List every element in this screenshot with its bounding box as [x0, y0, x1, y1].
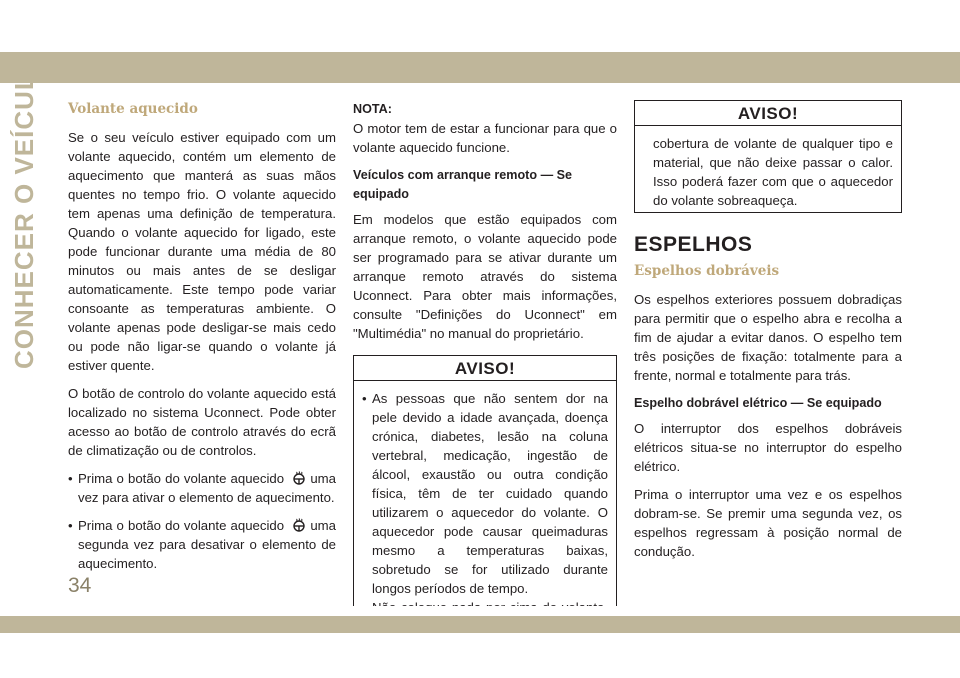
heading-volante-aquecido: Volante aquecido	[68, 101, 198, 117]
subheading-espelho-eletrico: Espelho dobrável elétrico — Se equipado	[634, 396, 882, 410]
warning-box-1	[353, 355, 617, 639]
bottom-footer-band	[0, 606, 960, 678]
heated-steering-wheel-icon	[292, 518, 306, 532]
heading-espelhos-dobraveis: Espelhos dobráveis	[634, 263, 780, 279]
heated-steering-wheel-icon	[292, 471, 306, 485]
paragraph-espelhos-intro: Os espelhos exteriores possuem dobradiças para permitir que o espelho abra e recolha a fim de ajudar a evitar danos. O espelho tem três posições de fixação: totalmente para a frente, normal e totalmente para trás.	[634, 292, 902, 383]
top-header-bar	[0, 52, 960, 83]
subheading-arranque-remoto: Veículos com arranque remoto — Se equipado	[353, 168, 573, 201]
paragraph-premir: Prima o interruptor uma vez e os espelhos dobram-se. Se premir uma segunda vez, os espelhos regressam à posição normal de condução.	[634, 487, 902, 559]
bullet-desativar-text-b: uma segunda vez para desativar o elemento de aquecimento.	[78, 518, 336, 571]
warning-title: AVISO!	[354, 356, 616, 381]
column-2	[353, 100, 617, 649]
paragraph-botao-localizacao: O botão de controlo do volante aquecido está localizado no sistema Uconnect. Pode obter acesso ao botão de controlo através do ecrã de climatização ou de controlos.	[68, 386, 336, 458]
page-number: 34	[68, 574, 92, 597]
paragraph-volante-intro: Se o seu veículo estiver equipado com um volante aquecido, contém um elemento de aquecimento que manterá as suas mãos quentes no tempo frio. O volante aquecido tem apenas uma definição de temperatura. Quando o volante aquecido for ligado, este pode funcionar durante uma média de 80 minutos ou mais antes de se desligar automaticamente. Este tempo pode variar consoante as temperaturas ambiente. O volante apenas pode desligar-se mais cedo ou pode não ligar-se quando o volante já estiver quente.	[68, 130, 336, 373]
bullet-desativar: • Prima o botão do volante aquecido uma segunda vez para desativar o elemento de aquecimento.	[68, 518, 336, 571]
side-section-tab	[2, 51, 48, 369]
warning-continued-text: cobertura de volante de qualquer tipo e material, que não deixe passar o calor. Isso poderá fazer com que o aquecedor do volante sobreaqueça.	[653, 136, 893, 208]
nota-label: NOTA:	[353, 102, 392, 116]
bullet-ativar-text-b: uma vez para ativar o elemento de aquecimento.	[78, 471, 336, 505]
paragraph-arranque-remoto: Em modelos que estão equipados com arranque remoto, o volante aquecido pode ser programado para se ativar durante um arranque remoto através do sistema Uconnect. Para obter mais informações, consulte "Definições do Uconnect" em "Multimédia" no manual do proprietário.	[353, 212, 617, 341]
nota-text: O motor tem de estar a funcionar para que o volante aquecido funcione.	[353, 121, 617, 155]
bottom-footer-bar	[0, 616, 960, 633]
column-1	[68, 100, 336, 582]
warning-title-continued: AVISO!	[635, 101, 901, 126]
warning-bullet-1-text: As pessoas que não sentem dor na pele devido a idade avançada, doença crónica, diabetes, lesão na coluna vertebral, medicação, ingestão de álcool, exaustão ou outra condição física, têm de ter cuidado quando utilizarem o aquecedor do volante. O aquecedor pode causar queimaduras mesmo a temperaturas baixas, sobretudo se for utilizado durante longos períodos de tempo.	[372, 391, 608, 596]
warning-bullet-1: • As pessoas que não sentem dor na pele devido a idade avançada, doença crónica, diabetes, lesão na coluna vertebral, medicação, ingestão de álcool, exaustão ou outra condição física, têm de ter cuidado quando utilizarem o aquecedor do volante. O aquecedor pode causar queimaduras mesmo a temperaturas baixas, sobretudo se for utilizado durante longos períodos de tempo.	[362, 391, 608, 596]
side-section-label: CONHECER O VEÍCULO	[9, 51, 40, 369]
section-title-espelhos: ESPELHOS	[634, 233, 753, 256]
bullet-ativar: • Prima o botão do volante aquecido uma vez para ativar o elemento de aquecimento.	[68, 471, 336, 505]
bullet-desativar-text-a: Prima o botão do volante aquecido	[78, 518, 285, 533]
paragraph-interruptor: O interruptor dos espelhos dobráveis elétricos situa-se no interruptor do espelho elétrico.	[634, 421, 902, 474]
warning-box-2	[634, 100, 902, 213]
top-header-band	[0, 0, 960, 83]
column-3	[634, 100, 902, 570]
bullet-ativar-text-a: Prima o botão do volante aquecido	[78, 471, 285, 486]
